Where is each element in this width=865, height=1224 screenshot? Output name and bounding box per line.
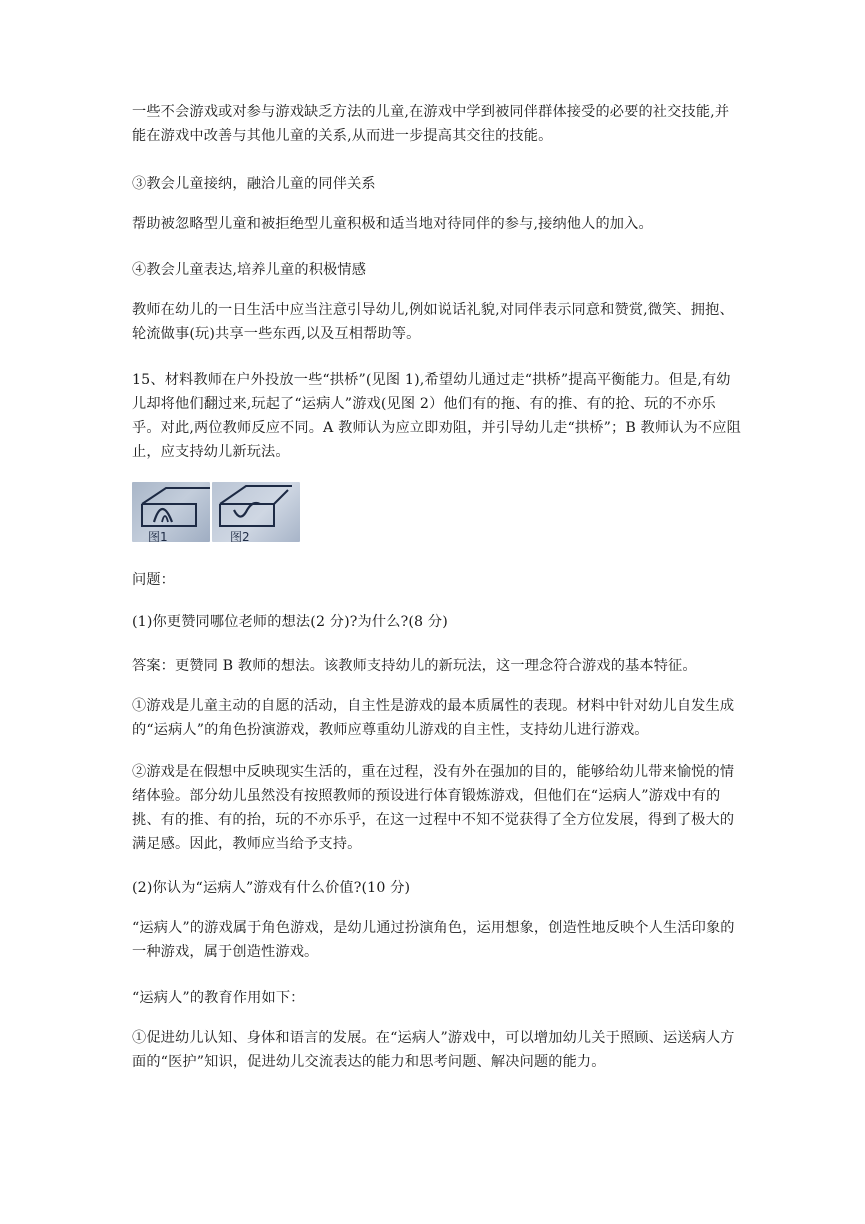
heading-questions: 问题： [132, 572, 176, 588]
question-2: (2)你认为“运病人”游戏有什么价值?(10 分) [132, 880, 411, 896]
answer-2-point-1: ①促进幼儿认知、身体和语言的发展。在“运病人”游戏中，可以增加幼儿关于照顾、运送病人方面的“医护”知识，促进幼儿交流表达的能力和思考问题、解决问题的能力。 [132, 1030, 735, 1070]
flipped-bridge-sketch-icon [212, 482, 300, 542]
answer-2-heading: “运病人”的教育作用如下： [132, 990, 305, 1006]
question-1: (1)你更赞同哪位老师的想法(2 分)?为什么?(8 分) [132, 614, 448, 630]
figure-2-photo [212, 482, 300, 542]
answer-1-point-2: ②游戏是在假想中反映现实生活的，重在过程，没有外在强加的目的，能够给幼儿带来愉悦的情绪体验。部分幼儿虽然没有按照教师的预设进行体育锻炼游戏，但他们在“运病人”游戏中有的挑、有的推、有的抬，玩的不亦乐乎，在这一过程中不知不觉获得了全方位发展，得到了极大的满足感。因此，教师应当给予支持。 [132, 764, 735, 852]
paragraph-teacher-guidance: 教师在幼儿的一日生活中应当注意引导幼儿,例如说话礼貌,对同伴表示同意和赞赏,微笑、拥抱、轮流做事(玩)共享一些东西,以及互相帮助等。 [132, 302, 734, 342]
figure-1-photo [132, 482, 210, 542]
answer-2-intro: “运病人”的游戏属于角色游戏，是幼儿通过扮演角色，运用想象，创造性地反映个人生活印象的一种游戏，属于创造性游戏。 [132, 920, 735, 960]
paragraph-question-15-material: 15、材料教师在户外投放一些“拱桥”(见图 1),希望幼儿通过走“拱桥”提高平衡能力。但是,有幼儿却将他们翻过来,玩起了“运病人”游戏(见图 2）他们有的拖、有的推、有的抢、玩的不亦乐乎。对此,两位教师反应不同。A 教师认为应立即劝阻，并引导幼儿走“拱桥”；B 教师认为不应阻止，应支持幼儿新玩法。 [132, 372, 741, 460]
figure-1-caption: 图1 [148, 530, 168, 542]
paragraph-social-skills: 一些不会游戏或对参与游戏缺乏方法的儿童,在游戏中学到被同伴群体接受的必要的社交技能,并能在游戏中改善与其他儿童的关系,从而进一步提高其交往的技能。 [132, 104, 730, 144]
figure-2-caption: 图2 [230, 530, 250, 542]
heading-acceptance: ③教会儿童接纳，融洽儿童的同伴关系 [132, 176, 376, 192]
answer-1-intro: 答案：更赞同 B 教师的想法。该教师支持幼儿的新玩法，这一理念符合游戏的基本特征。 [132, 658, 697, 674]
arch-bridge-sketch-icon [132, 482, 210, 542]
paragraph-help-neglected: 帮助被忽略型儿童和被拒绝型儿童积极和适当地对待同伴的参与,接纳他人的加入。 [132, 216, 653, 232]
answer-1-point-1: ①游戏是儿童主动的自愿的活动，自主性是游戏的最本质属性的表现。材料中针对幼儿自发生成的“运病人”的角色扮演游戏，教师应尊重幼儿游戏的自主性，支持幼儿进行游戏。 [132, 698, 735, 738]
heading-expression: ④教会儿童表达,培养儿童的积极情感 [132, 262, 367, 278]
figure-bridge-photos [132, 482, 300, 542]
